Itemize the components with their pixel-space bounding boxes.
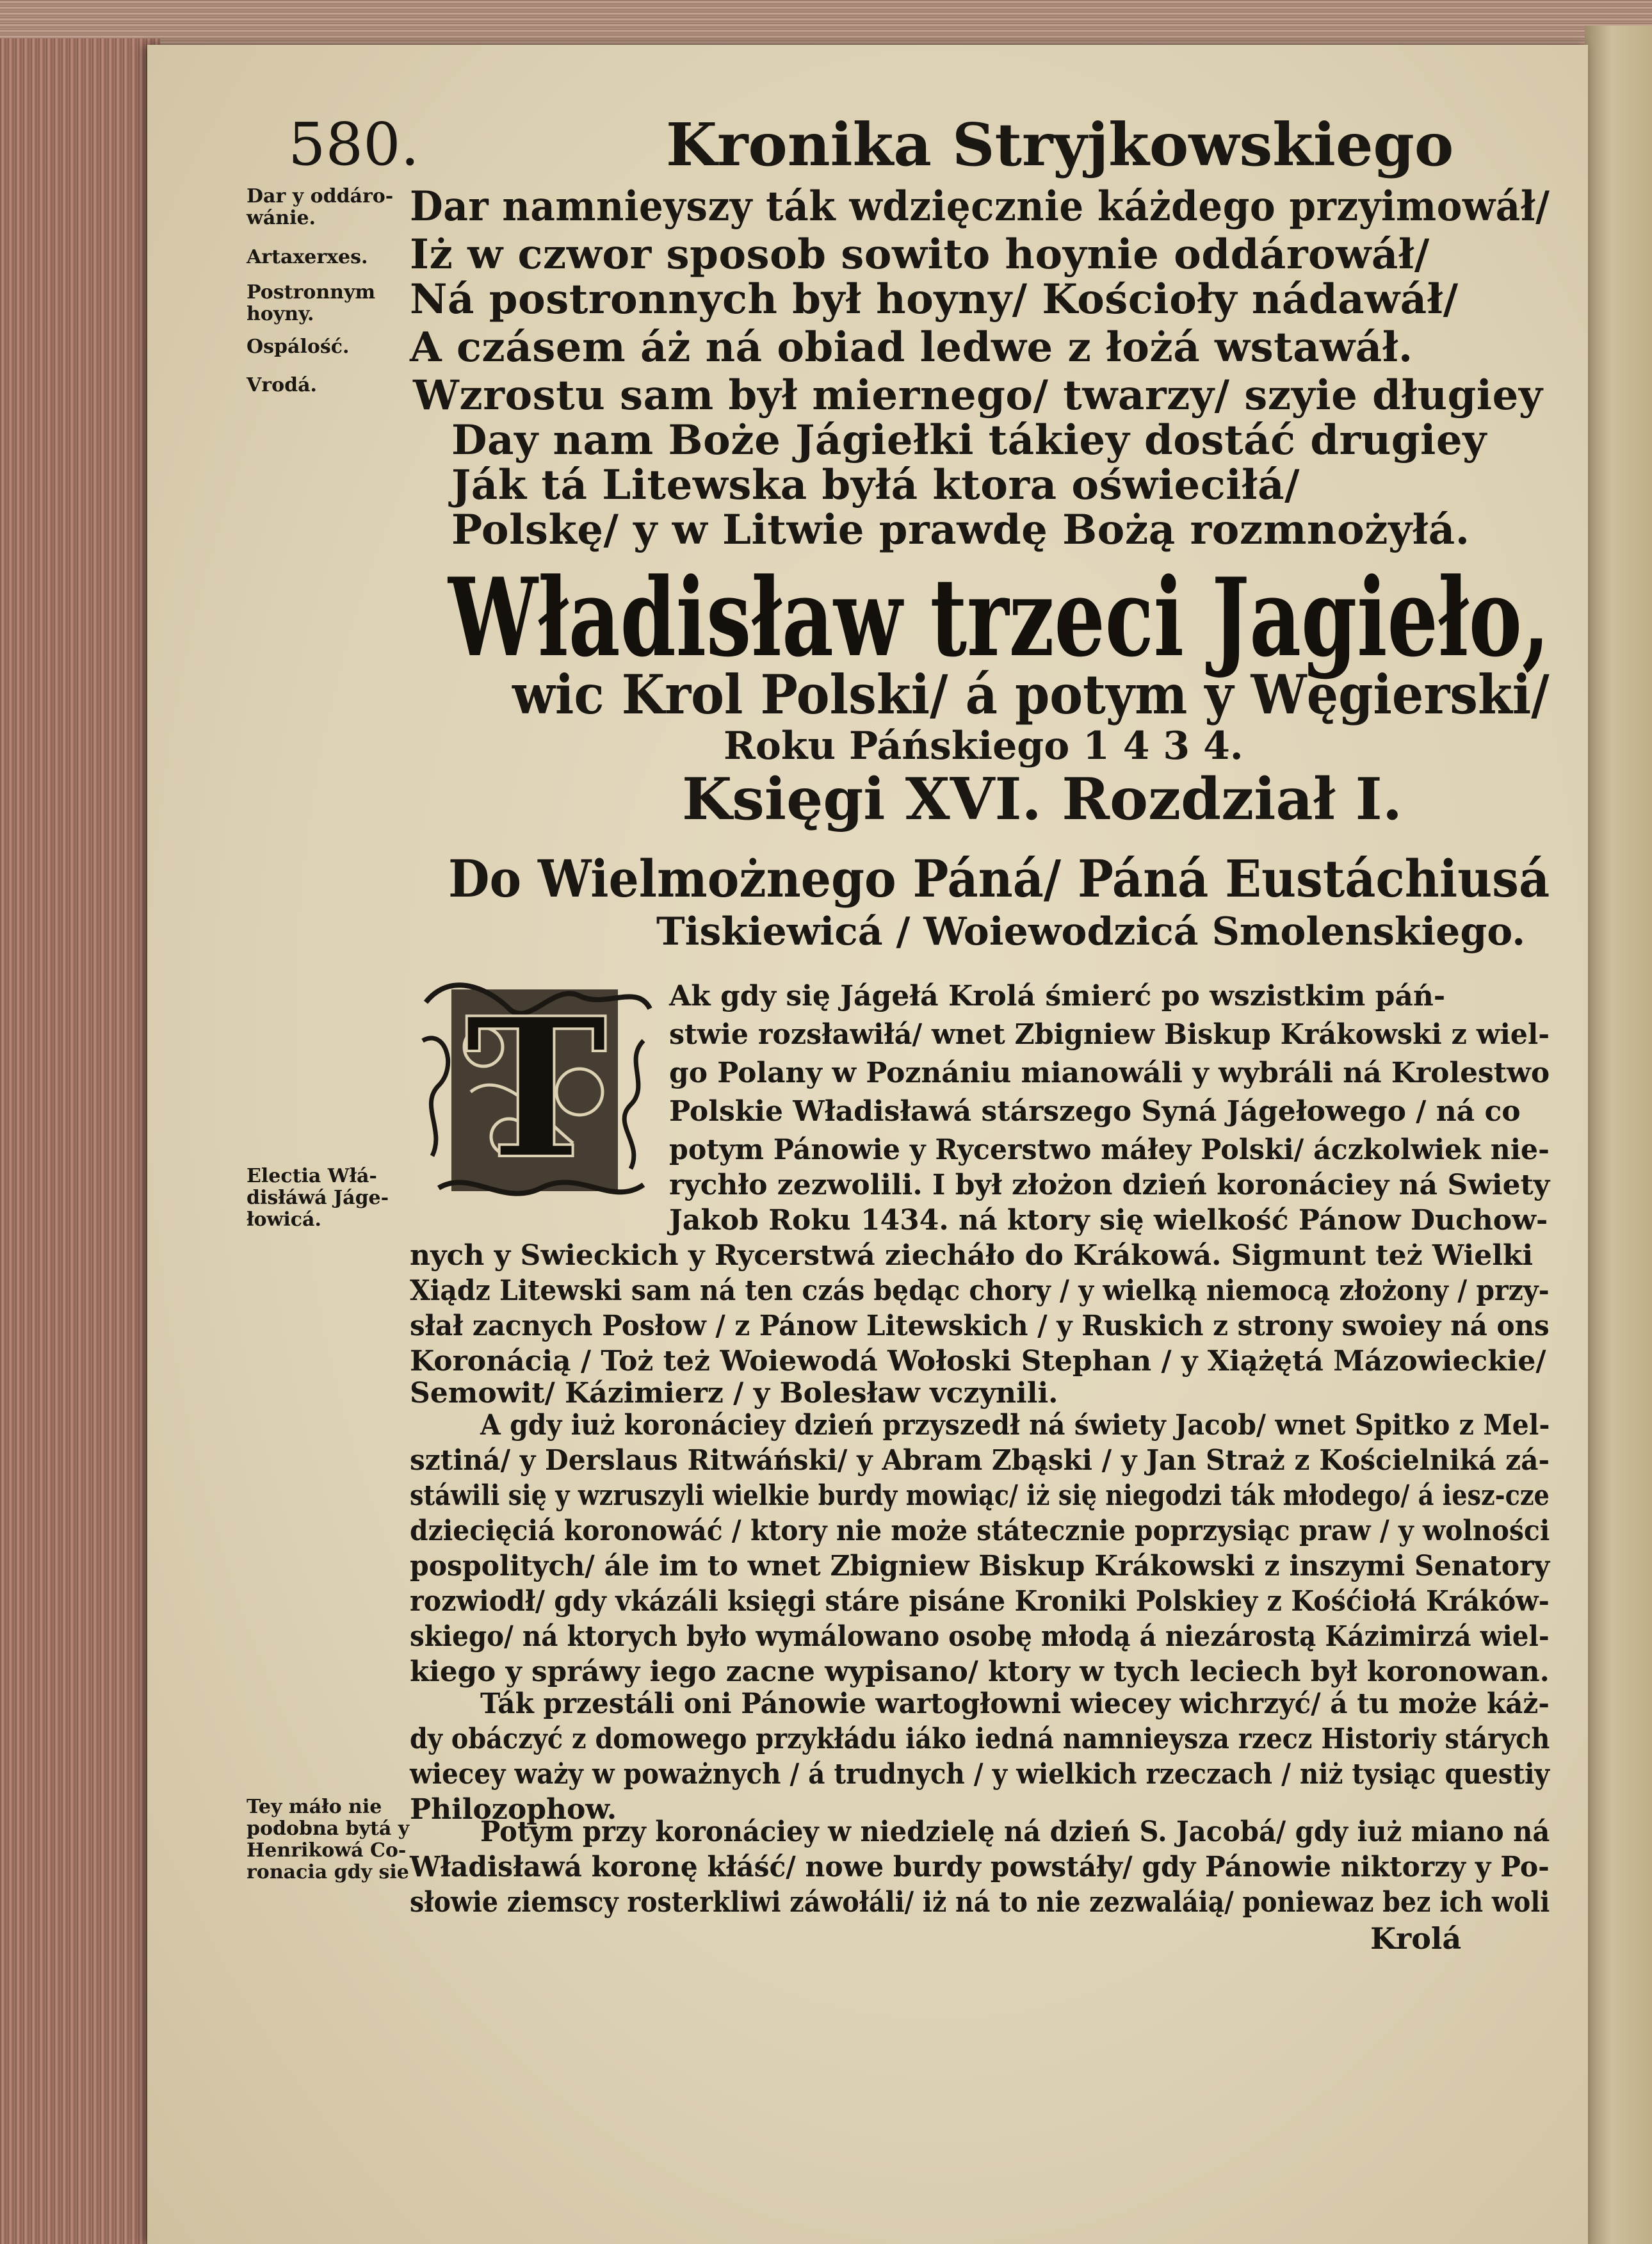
running-title: Kronika Stryjkowskiego bbox=[666, 110, 1454, 179]
margin-note-line: hoyny. bbox=[247, 303, 314, 325]
title-year: Roku Páńskiego 1 4 3 4. bbox=[724, 724, 1243, 768]
margin-note-uroda bbox=[247, 375, 317, 396]
page-stack-left bbox=[0, 38, 160, 2244]
body-line: Semowit/ Kázimierz / y Bolesław vczynili. bbox=[410, 1377, 1058, 1410]
margin-note-line: Vrodá. bbox=[247, 374, 317, 396]
margin-note-artaxerxes bbox=[247, 247, 368, 268]
body-line: kiego y spráwy iego zacne wypisano/ ktory w tych leciech był koronowan. bbox=[410, 1655, 1550, 1688]
body-line: skiego/ ná ktorych było wymálowano osobę młodą á niezárostą Kázimirzá wiel- bbox=[410, 1620, 1550, 1653]
catchword: Krolá bbox=[1370, 1921, 1462, 1956]
margin-note-line: Electia Włá- bbox=[247, 1165, 377, 1187]
body-line: wiecey waży w poważnych / á trudnych / y wielkich rzeczach / niż tysiąc questiy bbox=[410, 1758, 1550, 1791]
next-page-edge bbox=[1585, 26, 1652, 2244]
body-line: dziecięciá koronowáć / ktory nie może státecznie poprzysiąc praw / y wolności bbox=[410, 1515, 1550, 1547]
body-line: go Polany w Poznániu mianowáli y wybráli ná Krolestwo bbox=[669, 1057, 1550, 1089]
verse-line: Ják tá Litewska byłá ktora oświeciłá/ bbox=[451, 461, 1300, 509]
body-line: sztiná/ y Derslaus Ritwáński/ y Abram Zbąski / y Jan Straż z Kościelniká zá- bbox=[410, 1444, 1550, 1477]
margin-note-line: Ospálość. bbox=[247, 336, 350, 358]
margin-note-line: ronacia gdy sie bbox=[247, 1861, 409, 1883]
margin-note-line: Tey máło nie bbox=[247, 1796, 382, 1818]
body-line: Polskie Władisławá stárszego Syná Jágełowego / ná co bbox=[669, 1095, 1521, 1128]
body-line: Jakob Roku 1434. ná ktory się wielkość Pánow Duchow- bbox=[669, 1204, 1548, 1237]
margin-note-line: Dar y oddáro- bbox=[247, 185, 394, 207]
verse-line: Iż w czwor sposob sowito hoynie oddárowáł/ bbox=[410, 231, 1430, 279]
body-line: rychło zezwolili. I był złożon dzień koronáciey ná Swiety bbox=[669, 1169, 1550, 1201]
body-line: słał zacnych Posłow / z Pánow Litewskich / y Ruskich z strony swoiey ná ons bbox=[410, 1310, 1550, 1342]
book-chapter: Księgi XVI. Rozdział I. bbox=[682, 765, 1403, 833]
page-number: 580. bbox=[288, 110, 419, 179]
margin-note-line: Artaxerxes. bbox=[247, 246, 368, 268]
decorated-initial bbox=[413, 964, 660, 1217]
verse-line: A czásem áż ná obiad ledwe z łożá wstawáł. bbox=[410, 323, 1413, 371]
body-line: Philozophow. bbox=[410, 1793, 617, 1826]
margin-note-line: podobna bytá y bbox=[247, 1817, 410, 1840]
margin-note-electia bbox=[247, 1166, 389, 1231]
margin-note-line: disłáwá Jáge- bbox=[247, 1187, 389, 1209]
body-line: stwie rozsławiłá/ wnet Zbigniew Biskup Krákowski z wiel- bbox=[669, 1018, 1550, 1051]
body-line: Xiądz Litewski sam ná ten czás będąc chory / y wielką niemocą złożony / przy- bbox=[410, 1274, 1550, 1307]
body-line: rozwiodł/ gdy vkázáli księgi stáre pisáne Kroniki Polskiey z Kośćiołá Kráków- bbox=[410, 1585, 1550, 1618]
verse-line: Wzrostu sam był miernego/ twarzy/ szyie długiey bbox=[413, 371, 1543, 419]
margin-note-tey bbox=[247, 1796, 409, 1883]
dedication-line-1: Do Wielmożnego Páná/ Páná Eustáchiusá bbox=[448, 849, 1550, 909]
verse-line: Polskę/ y w Litwie prawdę Bożą rozmnożyłá. bbox=[451, 506, 1470, 554]
chapter-title: Władisław trzeci Jagieło, bbox=[448, 554, 1550, 681]
margin-note-line: Postronnym bbox=[247, 281, 376, 304]
body-line: potym Pánowie y Rycerstwo máłey Polski/ áczkolwiek nie- bbox=[669, 1134, 1550, 1166]
body-line: słowie ziemscy rosterkliwi záwołáli/ iż ná to nie zezwaláią/ poniewaz bez ich woli bbox=[410, 1886, 1550, 1919]
body-line: Władisławá koronę kłáść/ nowe burdy powstáły/ gdy Pánowie niktorzy y Po- bbox=[410, 1851, 1550, 1883]
margin-note-dar bbox=[247, 186, 393, 229]
verse-line: Dar namnieyszy ták wdzięcznie káżdego przyimowáł/ bbox=[410, 183, 1550, 231]
body-line: stáwili się y wzruszyli wielkie burdy mowiąc/ iż się niegodzi ták młodego/ á iesz-cze bbox=[410, 1479, 1550, 1512]
body-line: dy obáczyć z domowego przykłádu iáko iedná namnieysza rzecz Historiy stárych bbox=[410, 1723, 1550, 1755]
body-line: Potym przy koronáciey w niedzielę ná dzień S. Jacobá/ gdy iuż miano ná bbox=[480, 1816, 1550, 1848]
margin-note-line: Henrikowá Co- bbox=[247, 1839, 407, 1862]
body-line: pospolitych/ ále im to wnet Zbigniew Biskup Krákowski z inszymi Senatory bbox=[410, 1550, 1550, 1582]
margin-note-line: wánie. bbox=[247, 207, 316, 229]
title-line-2: wic Krol Polski/ á potym y Węgierski/ bbox=[512, 663, 1550, 726]
body-line: Koronácią / Toż też Woiewodá Wołoski Stephan / y Xiążętá Mázowieckie/ bbox=[410, 1345, 1546, 1378]
initial-letter: T bbox=[464, 975, 608, 1201]
body-line: nych y Swieckich y Rycerstwá ziecháło do Krákowá. Sigmunt też Wielki bbox=[410, 1239, 1534, 1272]
verse-line: Ná postronnych był hoyny/ Kościoły nádawáł/ bbox=[410, 275, 1459, 323]
body-line: Ták przestáli oni Pánowie wartogłowni wiecey wichrzyć/ á tu może káż- bbox=[480, 1687, 1550, 1720]
body-line: A gdy iuż koronáciey dzień przyszedł ná świety Jacob/ wnet Spitko z Mel- bbox=[480, 1409, 1550, 1442]
dedication-line-2: Tiskiewicá / Woiewodzicá Smolenskiego. bbox=[656, 909, 1526, 954]
body-line: Ak gdy się Jágełá Krolá śmierć po wszistkim páń- bbox=[669, 980, 1446, 1012]
margin-note-line: łowicá. bbox=[247, 1208, 321, 1231]
margin-note-ospalost bbox=[247, 336, 349, 358]
initial-ornament bbox=[413, 964, 660, 1217]
verse-line: Day nam Boże Jágiełki tákiey dostáć drugiey bbox=[451, 416, 1487, 464]
margin-note-postronnym bbox=[247, 282, 375, 325]
